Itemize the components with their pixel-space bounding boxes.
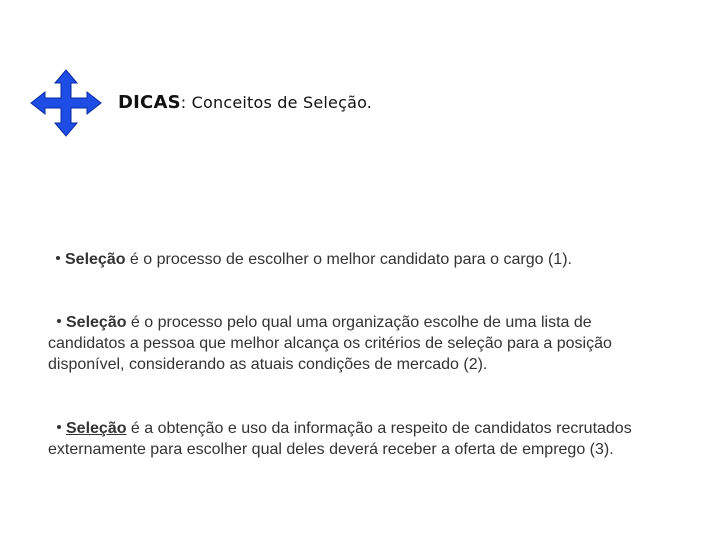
definition-item-1 <box>56 249 666 270</box>
bullet-icon <box>57 319 61 323</box>
page-title <box>118 92 372 113</box>
item-keyword: Seleção <box>66 314 127 331</box>
bullet-icon <box>56 256 60 260</box>
title-keyword: DICAS <box>118 92 181 113</box>
item-text: é o processo pelo qual uma organização escolhe de uma lista de candidatos a pessoa que melhor alcança os critérios de seleção para a posição disponível, considerando as atuais condições de mercado (2). <box>48 314 612 373</box>
title-rest: : Conceitos de Seleção. <box>180 93 373 112</box>
item-keyword: Seleção <box>66 420 127 437</box>
bullet-icon <box>57 425 61 429</box>
item-text: é o processo de escolher o melhor candidato para o cargo (1). <box>125 251 572 268</box>
definition-item-3 <box>48 418 658 460</box>
item-keyword: Seleção <box>65 251 126 268</box>
definition-item-2 <box>48 312 658 375</box>
item-text: é a obtenção e uso da informação a respeito de candidatos recrutados externamente para escolher qual deles deverá receber a oferta de emprego (3). <box>48 420 632 458</box>
four-way-arrow-icon <box>30 69 102 137</box>
